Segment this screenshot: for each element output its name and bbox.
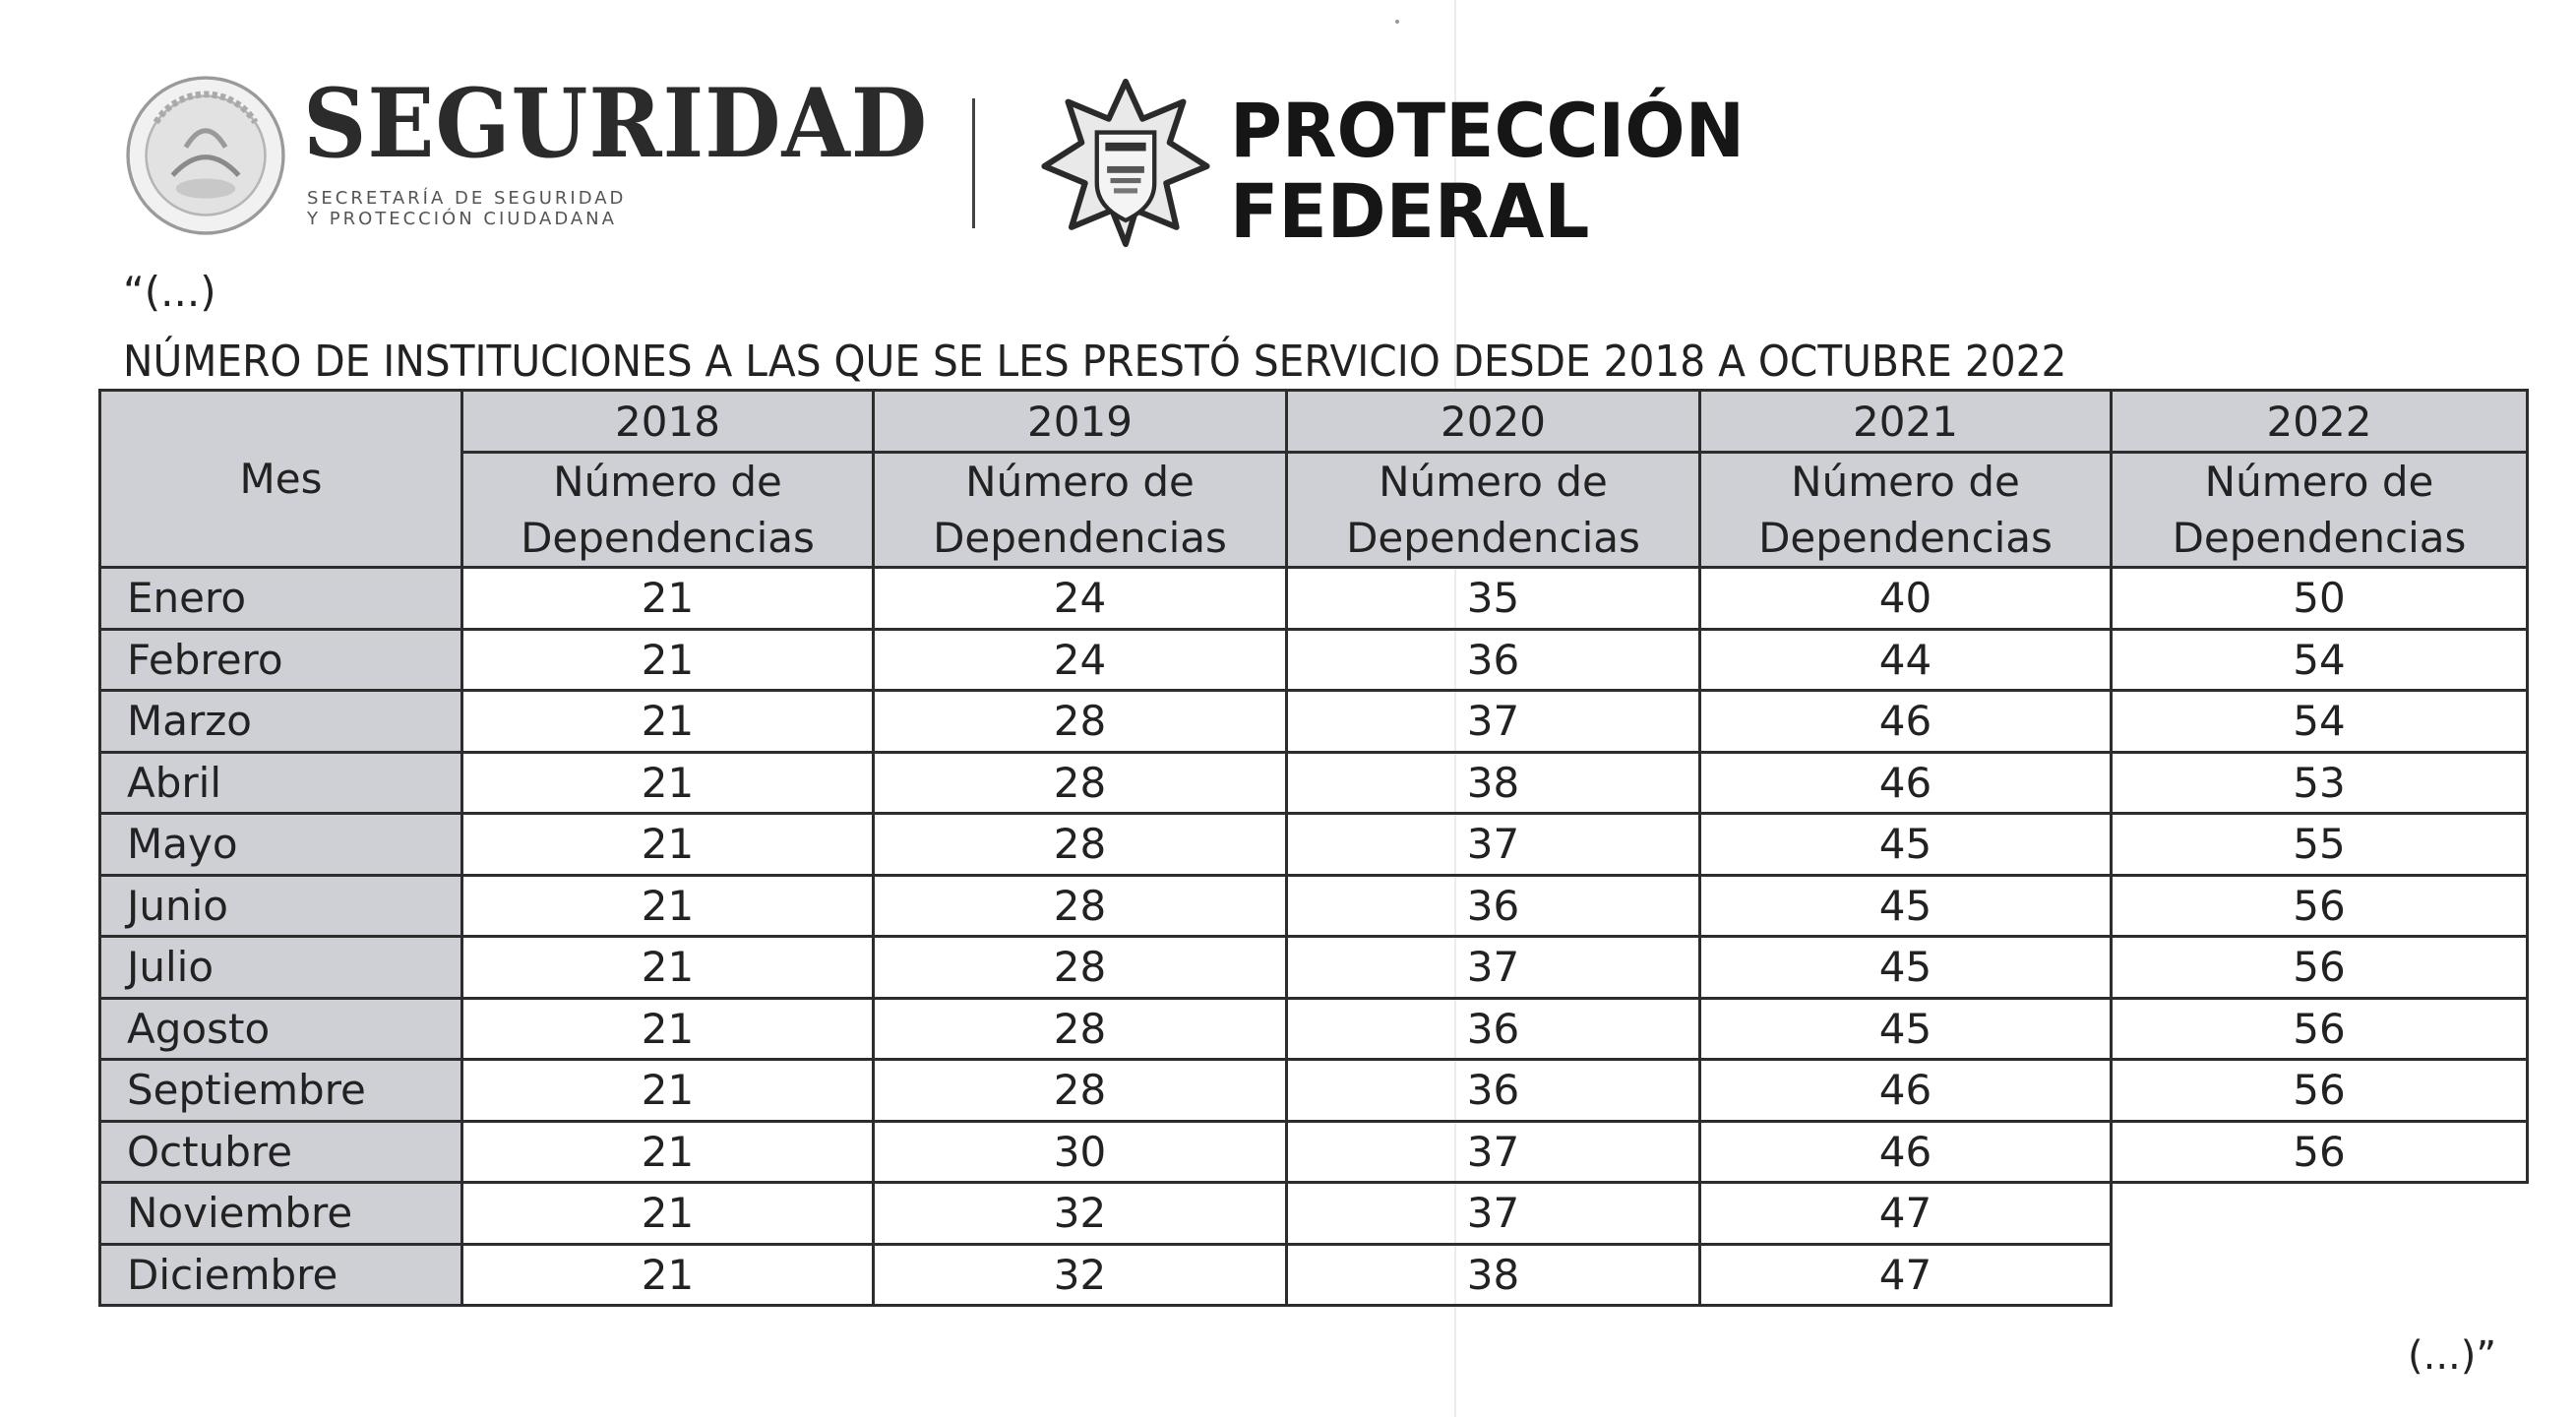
value-cell: 28 [874, 691, 1287, 753]
org-subtitle-line2: Y PROTECCIÓN CIUDADANA [307, 209, 617, 229]
quote-open: “(...) [123, 268, 216, 316]
value-cell: 37 [1287, 1121, 1700, 1183]
value-cell: 21 [462, 998, 874, 1060]
value-cell: 24 [874, 629, 1287, 691]
subheader-2022 [2112, 453, 2528, 568]
month-cell: Diciembre [100, 1244, 462, 1306]
header-divider [972, 98, 975, 228]
empty-cell [2112, 1244, 2528, 1306]
value-cell: 56 [2112, 998, 2528, 1060]
value-cell: 21 [462, 937, 874, 999]
table-row [100, 814, 2528, 876]
subheader-line1: Número de [1379, 458, 1608, 506]
value-cell: 21 [462, 814, 874, 876]
value-cell: 21 [462, 1121, 874, 1183]
scan-speck [1395, 20, 1399, 24]
value-cell: 32 [874, 1244, 1287, 1306]
month-cell: Noviembre [100, 1183, 462, 1245]
value-cell: 40 [1700, 568, 2112, 630]
value-cell: 24 [874, 568, 1287, 630]
value-cell: 37 [1287, 1183, 1700, 1245]
year-header-2022: 2022 [2112, 391, 2528, 453]
value-cell: 37 [1287, 691, 1700, 753]
table-row [100, 1060, 2528, 1122]
value-cell: 30 [874, 1121, 1287, 1183]
value-cell: 54 [2112, 629, 2528, 691]
value-cell: 21 [462, 1183, 874, 1245]
subheader-line1: Número de [2204, 458, 2434, 506]
table-row [100, 1121, 2528, 1183]
subheader-line1: Número de [553, 458, 782, 506]
unit-name-line2: FEDERAL [1230, 167, 1590, 255]
value-cell: 46 [1700, 691, 2112, 753]
year-header-2019: 2019 [874, 391, 1287, 453]
value-cell: 21 [462, 875, 874, 937]
value-cell: 45 [1700, 814, 2112, 876]
subheader-2020 [1287, 453, 1700, 568]
year-header-2021: 2021 [1700, 391, 2112, 453]
table-row [100, 937, 2528, 999]
month-column-header: Mes [100, 391, 462, 568]
org-subtitle-line1: SECRETARÍA DE SEGURIDAD [307, 188, 627, 209]
value-cell: 36 [1287, 998, 1700, 1060]
value-cell: 28 [874, 937, 1287, 999]
year-header-2018: 2018 [462, 391, 874, 453]
subheader-2018 [462, 453, 874, 568]
value-cell: 53 [2112, 752, 2528, 814]
value-cell: 21 [462, 1060, 874, 1122]
unit-name-line1: PROTECCIÓN [1230, 87, 1746, 174]
value-cell: 46 [1700, 752, 2112, 814]
subheader-line2: Dependencias [521, 514, 815, 562]
value-cell: 38 [1287, 752, 1700, 814]
month-cell: Octubre [100, 1121, 462, 1183]
table-row [100, 568, 2528, 630]
value-cell: 28 [874, 1060, 1287, 1122]
table-row [100, 691, 2528, 753]
value-cell: 21 [462, 691, 874, 753]
value-cell: 21 [462, 629, 874, 691]
value-cell: 37 [1287, 937, 1700, 999]
value-cell: 21 [462, 1244, 874, 1306]
month-cell: Septiembre [100, 1060, 462, 1122]
month-cell: Marzo [100, 691, 462, 753]
table-row [100, 875, 2528, 937]
subheader-line1: Número de [1791, 458, 2020, 506]
month-cell: Mayo [100, 814, 462, 876]
value-cell: 28 [874, 752, 1287, 814]
value-cell: 45 [1700, 937, 2112, 999]
value-cell: 46 [1700, 1121, 2112, 1183]
value-cell: 28 [874, 814, 1287, 876]
value-cell: 50 [2112, 568, 2528, 630]
value-cell: 36 [1287, 875, 1700, 937]
org-subtitle [307, 188, 626, 229]
value-cell: 21 [462, 752, 874, 814]
table-row [100, 998, 2528, 1060]
value-cell: 28 [874, 875, 1287, 937]
quote-close: (...)” [2408, 1333, 2497, 1379]
value-cell: 36 [1287, 629, 1700, 691]
value-cell: 44 [1700, 629, 2112, 691]
month-cell: Abril [100, 752, 462, 814]
dependencias-table [98, 389, 2529, 1307]
subheader-2019 [874, 453, 1287, 568]
org-name: SEGURIDAD [303, 68, 929, 179]
value-cell: 56 [2112, 937, 2528, 999]
value-cell: 36 [1287, 1060, 1700, 1122]
value-cell: 37 [1287, 814, 1700, 876]
value-cell: 21 [462, 568, 874, 630]
star-badge-icon [1041, 77, 1210, 249]
table-row [100, 1244, 2528, 1306]
subheader-line2: Dependencias [1758, 514, 2053, 562]
value-cell: 56 [2112, 875, 2528, 937]
value-cell: 46 [1700, 1060, 2112, 1122]
month-cell: Julio [100, 937, 462, 999]
value-cell: 56 [2112, 1060, 2528, 1122]
month-cell: Agosto [100, 998, 462, 1060]
table-row [100, 629, 2528, 691]
unit-name [1230, 87, 1746, 255]
value-cell: 56 [2112, 1121, 2528, 1183]
value-cell: 35 [1287, 568, 1700, 630]
table-row [100, 752, 2528, 814]
subheader-line2: Dependencias [933, 514, 1227, 562]
subheader-2021 [1700, 453, 2112, 568]
value-cell: 55 [2112, 814, 2528, 876]
subheader-line2: Dependencias [1346, 514, 1640, 562]
year-header-2020: 2020 [1287, 391, 1700, 453]
month-cell: Junio [100, 875, 462, 937]
month-cell: Enero [100, 568, 462, 630]
value-cell: 28 [874, 998, 1287, 1060]
empty-cell [2112, 1183, 2528, 1245]
table-row [100, 1183, 2528, 1245]
subheader-line2: Dependencias [2172, 514, 2467, 562]
value-cell: 45 [1700, 875, 2112, 937]
subheader-line1: Número de [965, 458, 1195, 506]
value-cell: 47 [1700, 1183, 2112, 1245]
value-cell: 47 [1700, 1244, 2112, 1306]
mexico-seal-icon [123, 71, 288, 240]
month-cell: Febrero [100, 629, 462, 691]
value-cell: 38 [1287, 1244, 1700, 1306]
value-cell: 45 [1700, 998, 2112, 1060]
value-cell: 54 [2112, 691, 2528, 753]
table-title: NÚMERO DE INSTITUCIONES A LAS QUE SE LES PRESTÓ SERVICIO DESDE 2018 A OCTUBRE 2022 [123, 337, 2067, 387]
value-cell: 32 [874, 1183, 1287, 1245]
